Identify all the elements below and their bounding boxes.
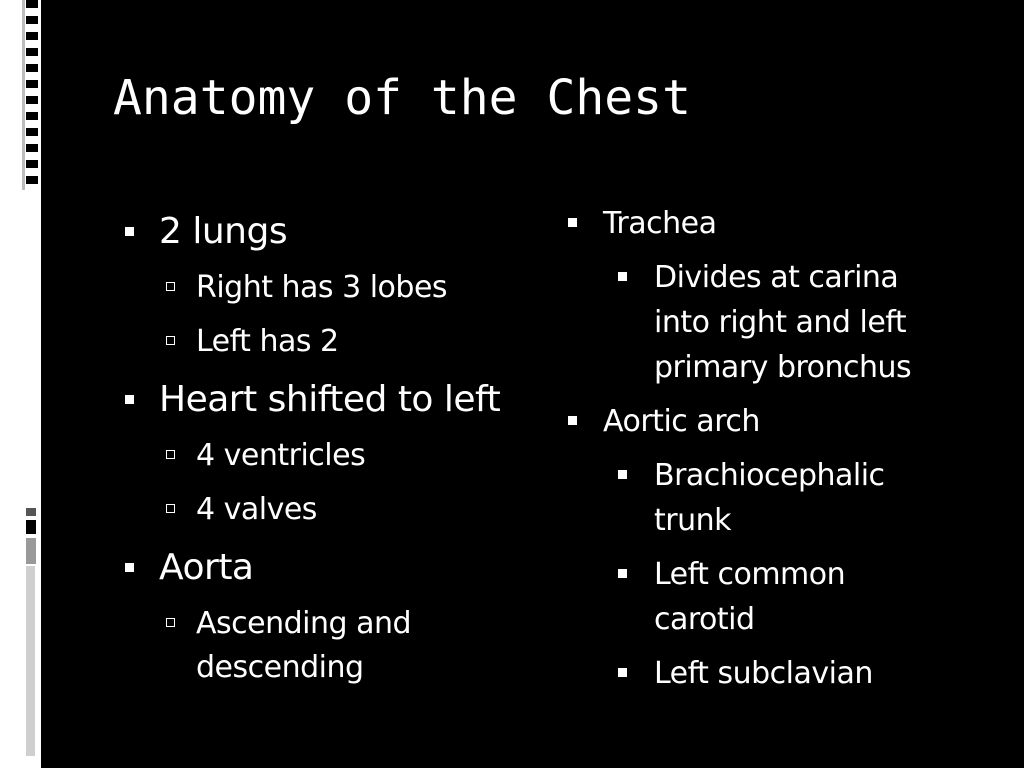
- sub-bullet-text: 4 valves: [196, 492, 317, 527]
- square-bullet-icon: [618, 272, 627, 281]
- square-bullet-icon: [125, 227, 134, 236]
- sub-bullet-text: Brachiocephalic: [654, 458, 885, 493]
- hollow-bullet-icon: [166, 336, 175, 345]
- bullet-text: Trachea: [603, 206, 717, 241]
- square-bullet-icon: [568, 218, 577, 227]
- sub-bullet-text: 4 ventricles: [196, 438, 366, 473]
- bullet-text: Aorta: [159, 547, 254, 588]
- decorative-bar: [26, 520, 36, 534]
- decorative-bar: [26, 0, 38, 190]
- sub-bullet-text: into right and left: [654, 305, 907, 340]
- hollow-bullet-icon: [166, 282, 175, 291]
- slide-title: Anatomy of the Chest: [113, 70, 691, 126]
- square-bullet-icon: [618, 668, 627, 677]
- sub-bullet-text: descending: [196, 650, 364, 685]
- hollow-bullet-icon: [166, 450, 175, 459]
- sub-bullet-text: Right has 3 lobes: [196, 270, 448, 305]
- decorative-bar: [26, 566, 35, 756]
- sub-bullet-text: primary bronchus: [654, 350, 912, 385]
- sub-bullet-text: Left subclavian: [654, 656, 873, 691]
- square-bullet-icon: [125, 395, 134, 404]
- sub-bullet-text: Ascending and: [196, 606, 412, 641]
- square-bullet-icon: [568, 416, 577, 425]
- hollow-bullet-icon: [166, 504, 175, 513]
- bullet-text: Heart shifted to left: [159, 379, 501, 420]
- sub-bullet-text: Left common: [654, 557, 846, 592]
- hollow-bullet-icon: [166, 618, 175, 627]
- sub-bullet-text: carotid: [654, 602, 755, 637]
- sub-bullet-text: trunk: [654, 503, 731, 538]
- decorative-bar: [22, 0, 25, 190]
- bullet-text: Aortic arch: [603, 404, 760, 439]
- square-bullet-icon: [125, 563, 134, 572]
- square-bullet-icon: [618, 569, 627, 578]
- decorative-bar: [26, 508, 36, 516]
- sub-bullet-text: Divides at carina: [654, 260, 899, 295]
- bullet-text: 2 lungs: [159, 211, 288, 252]
- sub-bullet-text: Left has 2: [196, 324, 339, 359]
- square-bullet-icon: [618, 470, 627, 479]
- decorative-bar: [26, 538, 36, 564]
